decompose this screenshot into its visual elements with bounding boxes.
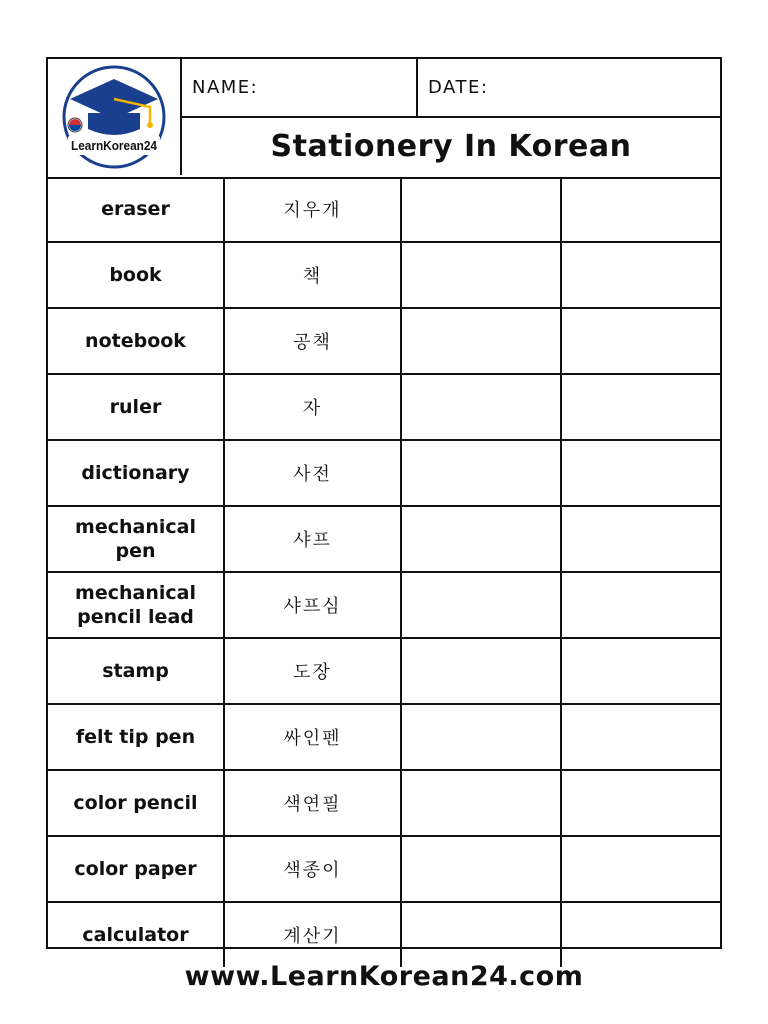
learnkorean24-logo	[58, 65, 170, 169]
vocab-row	[48, 572, 720, 638]
logo-text: LearnKorean24	[71, 139, 158, 153]
english-word: mechanical pencil lead	[48, 572, 224, 638]
english-word: felt tip pen	[48, 704, 224, 770]
korean-word: 공책	[224, 308, 401, 374]
vocabulary-table	[48, 177, 720, 967]
practice-cell[interactable]	[561, 572, 721, 638]
practice-cell[interactable]	[561, 506, 721, 572]
english-word: calculator	[48, 902, 224, 967]
korean-word: 사전	[224, 440, 401, 506]
korean-flag-icon	[68, 118, 82, 132]
logo-cell	[48, 59, 182, 175]
vocab-row	[48, 242, 720, 308]
korean-word: 싸인펜	[224, 704, 401, 770]
english-word: ruler	[48, 374, 224, 440]
korean-word: 자	[224, 374, 401, 440]
korean-word: 색종이	[224, 836, 401, 902]
practice-cell[interactable]	[401, 374, 561, 440]
vocab-row	[48, 440, 720, 506]
korean-word: 색연필	[224, 770, 401, 836]
practice-cell[interactable]	[401, 308, 561, 374]
vocab-row	[48, 770, 720, 836]
practice-cell[interactable]	[401, 572, 561, 638]
english-word: stamp	[48, 638, 224, 704]
practice-cell[interactable]	[561, 308, 721, 374]
english-word: eraser	[48, 177, 224, 242]
practice-cell[interactable]	[561, 242, 721, 308]
name-label: NAME:	[192, 77, 259, 98]
vocab-row	[48, 638, 720, 704]
korean-word: 도장	[224, 638, 401, 704]
practice-cell[interactable]	[561, 770, 721, 836]
worksheet-header	[48, 59, 720, 179]
vocab-row	[48, 177, 720, 242]
practice-cell[interactable]	[401, 177, 561, 242]
date-label: DATE:	[428, 77, 489, 98]
vocab-row	[48, 308, 720, 374]
english-word: book	[48, 242, 224, 308]
practice-cell[interactable]	[561, 177, 721, 242]
worksheet-title: Stationery In Korean	[270, 129, 632, 164]
vocab-row	[48, 704, 720, 770]
vocab-row	[48, 836, 720, 902]
english-word: mechanical pen	[48, 506, 224, 572]
practice-cell[interactable]	[561, 704, 721, 770]
practice-cell[interactable]	[401, 704, 561, 770]
practice-cell[interactable]	[401, 638, 561, 704]
footer-url: www.LearnKorean24.com	[184, 960, 584, 992]
english-word: color paper	[48, 836, 224, 902]
practice-cell[interactable]	[401, 440, 561, 506]
practice-cell[interactable]	[561, 440, 721, 506]
practice-cell[interactable]	[561, 836, 721, 902]
practice-cell[interactable]	[401, 242, 561, 308]
korean-word: 지우개	[224, 177, 401, 242]
practice-cell[interactable]	[401, 770, 561, 836]
practice-cell[interactable]	[561, 374, 721, 440]
korean-word: 책	[224, 242, 401, 308]
korean-word: 샤프	[224, 506, 401, 572]
vocab-row	[48, 506, 720, 572]
name-field[interactable]	[182, 59, 418, 118]
korean-word: 계산기	[224, 902, 401, 967]
korean-word: 샤프심	[224, 572, 401, 638]
english-word: dictionary	[48, 440, 224, 506]
english-word: notebook	[48, 308, 224, 374]
vocab-row	[48, 374, 720, 440]
practice-cell[interactable]	[561, 638, 721, 704]
english-word: color pencil	[48, 770, 224, 836]
worksheet	[46, 57, 722, 949]
date-field[interactable]	[418, 59, 720, 118]
practice-cell[interactable]	[401, 836, 561, 902]
practice-cell[interactable]	[401, 506, 561, 572]
